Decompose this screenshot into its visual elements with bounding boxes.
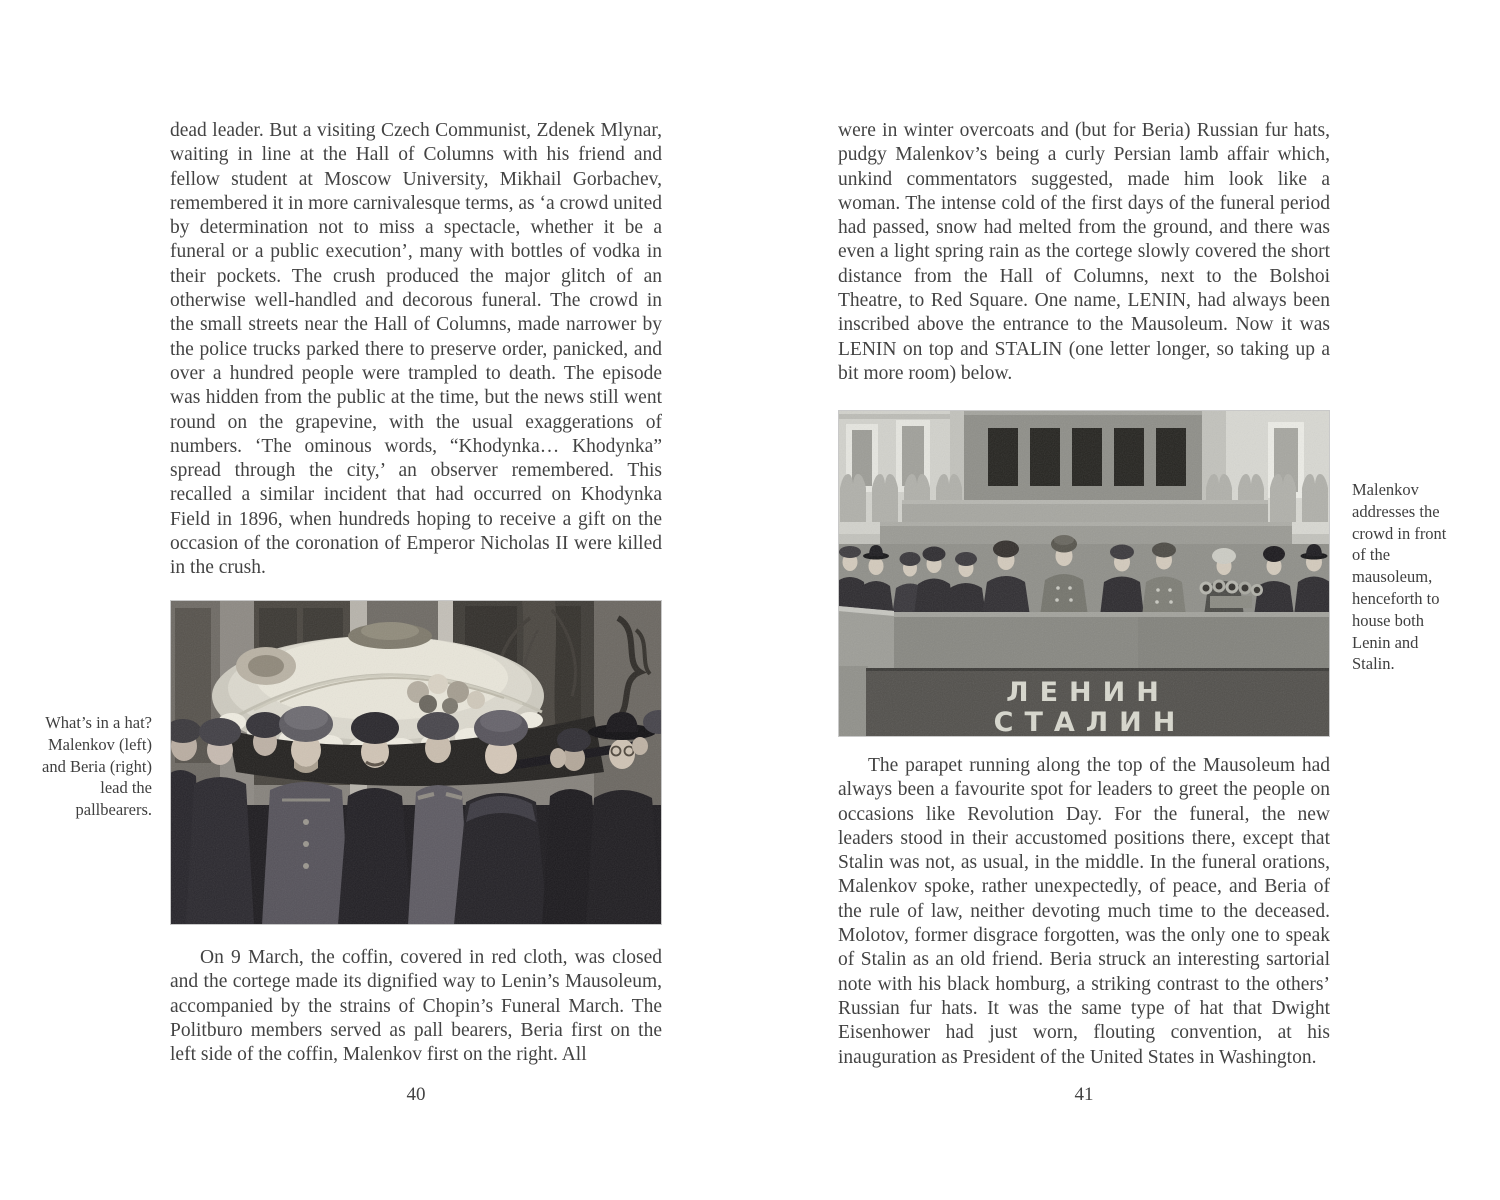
mausoleum-photo-illustration: [838, 410, 1330, 737]
left-page-paragraph-2: On 9 March, the coffin, covered in red cloth, was closed and the cortege made its dignified way to Lenin’s Mausoleum, accompanied by the strains of Chopin’s Funeral March. The Politburo members served as pall bearers, Beria first on the left side of the coffin, Malenkov first on the right. All: [170, 947, 662, 1066]
mausoleum-photo: [838, 410, 1330, 737]
pallbearers-photo-illustration: [170, 600, 662, 925]
left-page-paragraph-1: dead leader. But a visiting Czech Communist, Zdenek Mlynar, waiting in line at the Hall of Columns with his friend and fellow student at Moscow University, Mikhail Gorbachev, remembered it in more carnivalesque terms, as ‘a crowd united by determination not to miss a spectacle, whether it be a funeral or a public execution’, many with bottles of vodka in their pockets. The crush produced the major glitch of an otherwise well-handled and decorous funeral. The crowd in the small streets near the Hall of Columns, made narrower by the police trucks parked there to preserve order, panicked, and over a hundred people were trampled to death. The episode was hidden from the public at the time, but the news still went round on the grapevine, with the usual exaggerations of numbers. ‘The ominous words, “Khodynka… Khodynka” spread through the city,’ an observer remembered. This recalled a similar incident that had occurred on Khodynka Field in 1896, when hundreds hoping to receive a gift on the occasion of the coronation of Emperor Nicholas II were killed in the crush.: [170, 120, 662, 579]
right-page-paragraph-2: The parapet running along the top of the Mausoleum had always been a favourite spot for leaders to greet the people on occasions like Revolution Day. For the funeral, the new leaders stood in their accustomed positions there, except that Stalin was not, as usual, in the middle. In the funeral orations, Malenkov spoke, rather unexpectedly, of peace, and Beria of the rule of law, neither devoting much time to the deceased. Molotov, former disgrace forgotten, was the only one to speak of Stalin as an old friend. Beria struck an interesting sartorial note with his black homburg, a striking contrast to the others’ Russian fur hats. It was the same type of hat that Dwight Eisenhower had just worn, flouting convention, at his inauguration as President of the United States in Washington.: [838, 755, 1330, 1068]
left-page-number: 40: [406, 1084, 426, 1105]
right-photo-caption: Malenkov addresses the crowd in front of the mausoleum, henceforth to house both Lenin and Stalin.: [1352, 480, 1447, 674]
pallbearers-photo: [170, 600, 662, 925]
right-page-number: 41: [1074, 1084, 1094, 1105]
left-photo-caption: What’s in a hat? Malenkov (left) and Beria (right) lead the pallbearers.: [42, 713, 152, 820]
right-page-paragraph-1: were in winter overcoats and (but for Beria) Russian fur hats, pudgy Malenkov’s being a curly Persian lamb affair which, unkind commentators suggested, made him look like a woman. The intense cold of the first days of the funeral period had passed, snow had melted from the ground, and there was even a light spring rain as the cortege slowly covered the short distance from the Hall of Columns, next to the Bolshoi Theatre, to Red Square. One name, LENIN, had always been inscribed above the entrance to the Mausoleum. Now it was LENIN on top and STALIN (one letter longer, so taking up a bit more room) below.: [838, 120, 1330, 384]
